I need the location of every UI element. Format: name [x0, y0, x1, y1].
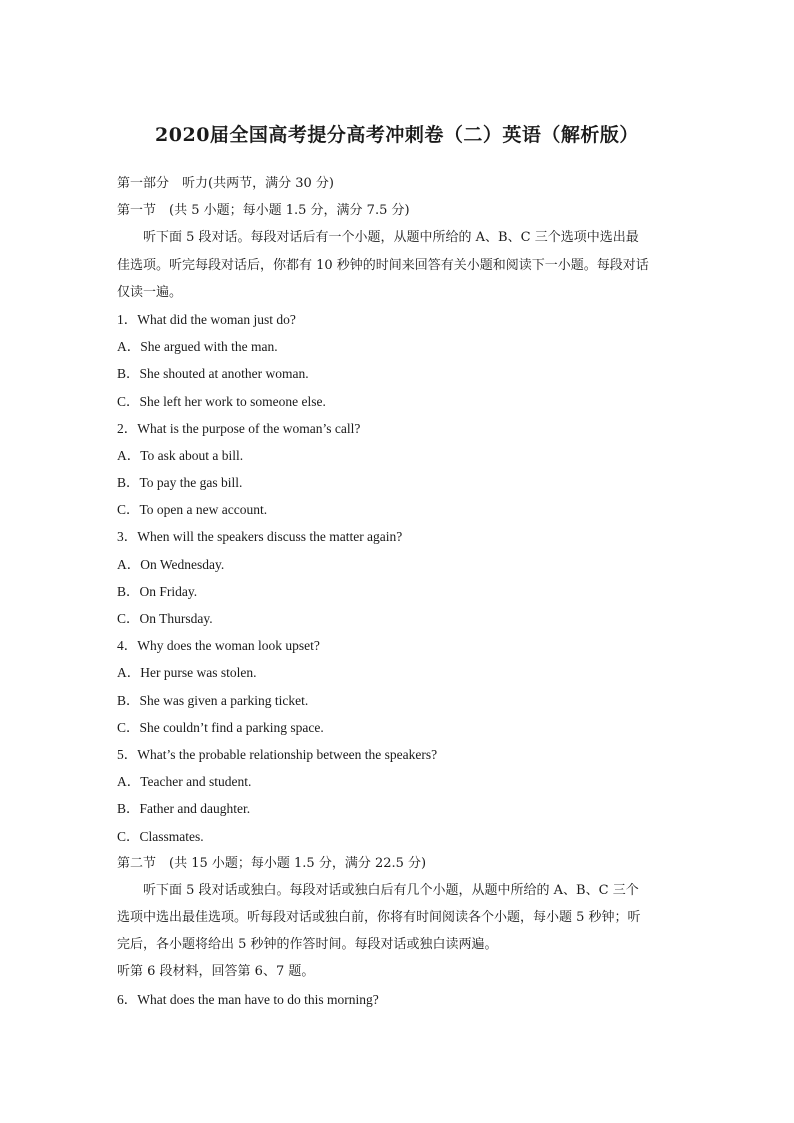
answer-option: C．She couldn’t find a parking space.	[117, 719, 324, 735]
instruction-line: 佳选项。听完每段对话后，你都有 10 秒钟的时间来回答有关小题和阅读下一小题。每段对话	[117, 257, 649, 273]
part-heading: 第一部分 听力(共两节，满分 30 分)	[117, 176, 334, 191]
instruction-line: 完后，各小题将给出 5 秒钟的作答时间。每段对话或独白读两遍。	[117, 937, 498, 953]
answer-option: B．Father and daughter.	[117, 801, 251, 817]
question-stem: 2．What is the purpose of the woman’s call?	[117, 420, 361, 436]
answer-option: B．To pay the gas bill.	[117, 475, 243, 491]
question-stem: 1．What did the woman just do?	[117, 311, 296, 327]
answer-option: A．Her purse was stolen.	[117, 665, 257, 681]
question-stem: 5．What’s the probable relationship between the speakers?	[117, 746, 438, 762]
answer-option: A．On Wednesday.	[117, 556, 225, 572]
answer-option: C．On Thursday.	[117, 611, 213, 626]
answer-option: C．Classmates.	[117, 828, 204, 844]
answer-option: B．She was given a parking ticket.	[117, 692, 309, 708]
answer-option: B．On Friday.	[117, 583, 198, 599]
question-stem: 6．What does the man have to do this morning?	[117, 991, 379, 1007]
question-stem: 3．When will the speakers discuss the matter again?	[117, 529, 403, 545]
answer-option: C．She left her work to someone else.	[117, 393, 326, 409]
document-body	[117, 170, 685, 1013]
section-heading: 第一节 (共 5 小题；每小题 1.5 分，满分 7.5 分)	[117, 203, 410, 219]
document-title: 2020届全国高考提分高考冲刺卷（二）英语（解析版）	[155, 124, 639, 146]
instruction-line: 仅读一遍。	[117, 284, 183, 300]
instruction-line: 选项中选出最佳选项。听每段对话或独白前，你将有时间阅读各个小题，每小题 5 秒钟；听	[117, 910, 641, 926]
answer-option: B．She shouted at another woman.	[117, 366, 309, 382]
answer-option: A．She argued with the man.	[117, 339, 278, 355]
instruction-line: 听下面 5 段对话或独白。每段对话或独白后有几个小题，从题中所给的 A、B、C 三个	[143, 882, 639, 898]
instruction-line: 听下面 5 段对话。每段对话后有一个小题，从题中所给的 A、B、C 三个选项中选出最	[143, 230, 639, 246]
question-stem: 4．Why does the woman look upset?	[117, 638, 320, 654]
answer-option: A．To ask about a bill.	[117, 447, 244, 463]
answer-option: A．Teacher and student.	[117, 774, 252, 790]
material-note: 听第 6 段材料，回答第 6、7 题。	[117, 964, 315, 980]
section-heading: 第二节 (共 15 小题；每小题 1.5 分，满分 22.5 分)	[117, 855, 427, 871]
answer-option: C．To open a new account.	[117, 502, 268, 518]
